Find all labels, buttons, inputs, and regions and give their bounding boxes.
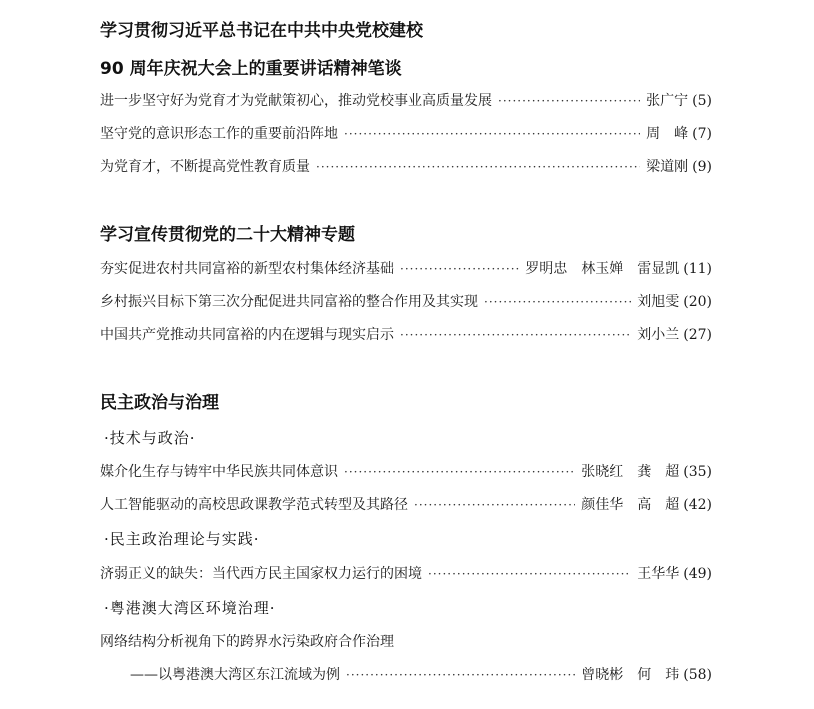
section-title-2: 学习宣传贯彻党的二十大精神专题 (100, 225, 355, 245)
dot-leader (400, 324, 631, 346)
entry-author: 罗明忠 林玉婵 雷显凯 (525, 261, 680, 277)
entry-page: (20) (683, 294, 712, 310)
entry-title: 人工智能驱动的高校思政课教学范式转型及其路径 (100, 497, 408, 513)
entry-page: (35) (683, 464, 712, 480)
toc-entry[interactable] (100, 291, 712, 313)
entry-author: 梁道刚 (646, 159, 689, 175)
toc-entry[interactable] (100, 156, 712, 178)
entry-page: (9) (692, 159, 712, 175)
entry-page: (11) (683, 261, 712, 277)
dot-leader (414, 494, 575, 516)
entry-author: 周 峰 (646, 126, 689, 142)
entry-title: 夯实促进农村共同富裕的新型农村集体经济基础 (100, 261, 394, 277)
entry-title: 为党育才，不断提高党性教育质量 (100, 159, 310, 175)
entry-title: 济弱正义的缺失：当代西方民主国家权力运行的困境 (100, 566, 422, 582)
toc-entry[interactable] (100, 123, 712, 145)
entry-title: 中国共产党推动共同富裕的内在逻辑与现实启示 (100, 327, 394, 343)
dot-leader (400, 258, 519, 280)
entry-author: 刘小兰 (637, 327, 680, 343)
entry-title: 坚守党的意识形态工作的重要前沿阵地 (100, 126, 338, 142)
entry-author: 曾晓彬 何 玮 (581, 667, 680, 683)
dot-leader (316, 156, 640, 178)
entry-title: 进一步坚守好为党育才为党献策初心，推动党校事业高质量发展 (100, 93, 492, 109)
entry-author: 张广宁 (646, 93, 689, 109)
dot-leader (346, 664, 575, 686)
dot-leader (484, 291, 631, 313)
entry-page: (5) (692, 93, 712, 109)
column-name: ·粤港澳大湾区环境治理· (104, 599, 276, 617)
entry-title: 乡村振兴目标下第三次分配促进共同富裕的整合作用及其实现 (100, 294, 478, 310)
dot-leader (344, 461, 575, 483)
entry-title[interactable]: 网络结构分析视角下的跨界水污染政府合作治理 (100, 634, 394, 650)
toc-entry[interactable] (100, 461, 712, 483)
section-title-1-line1: 学习贯彻习近平总书记在中共中央党校建校 (100, 21, 423, 41)
toc-entry[interactable] (100, 90, 712, 112)
entry-page: (42) (683, 497, 712, 513)
toc-entry[interactable] (100, 258, 712, 280)
toc-entry[interactable] (100, 563, 712, 585)
entry-author: 张晓红 龚 超 (581, 464, 680, 480)
entry-page: (49) (683, 566, 712, 582)
entry-page: (58) (683, 667, 712, 683)
entry-page: (27) (683, 327, 712, 343)
dot-leader (344, 123, 640, 145)
dot-leader (498, 90, 640, 112)
entry-author: 刘旭雯 (637, 294, 680, 310)
section-title-1-line2: 90 周年庆祝大会上的重要讲话精神笔谈 (100, 59, 402, 79)
entry-subtitle: ——以粤港澳大湾区东江流域为例 (130, 667, 340, 683)
column-name: ·民主政治理论与实践· (104, 530, 260, 548)
entry-author: 王华华 (637, 566, 680, 582)
toc-entry[interactable] (130, 664, 712, 686)
entry-author: 颜佳华 高 超 (581, 497, 680, 513)
entry-title: 媒介化生存与铸牢中华民族共同体意识 (100, 464, 338, 480)
dot-leader (428, 563, 631, 585)
section-title-3: 民主政治与治理 (100, 393, 219, 413)
toc-entry[interactable] (100, 494, 712, 516)
entry-page: (7) (692, 126, 712, 142)
column-name: ·技术与政治· (104, 429, 196, 447)
toc-entry[interactable] (100, 324, 712, 346)
